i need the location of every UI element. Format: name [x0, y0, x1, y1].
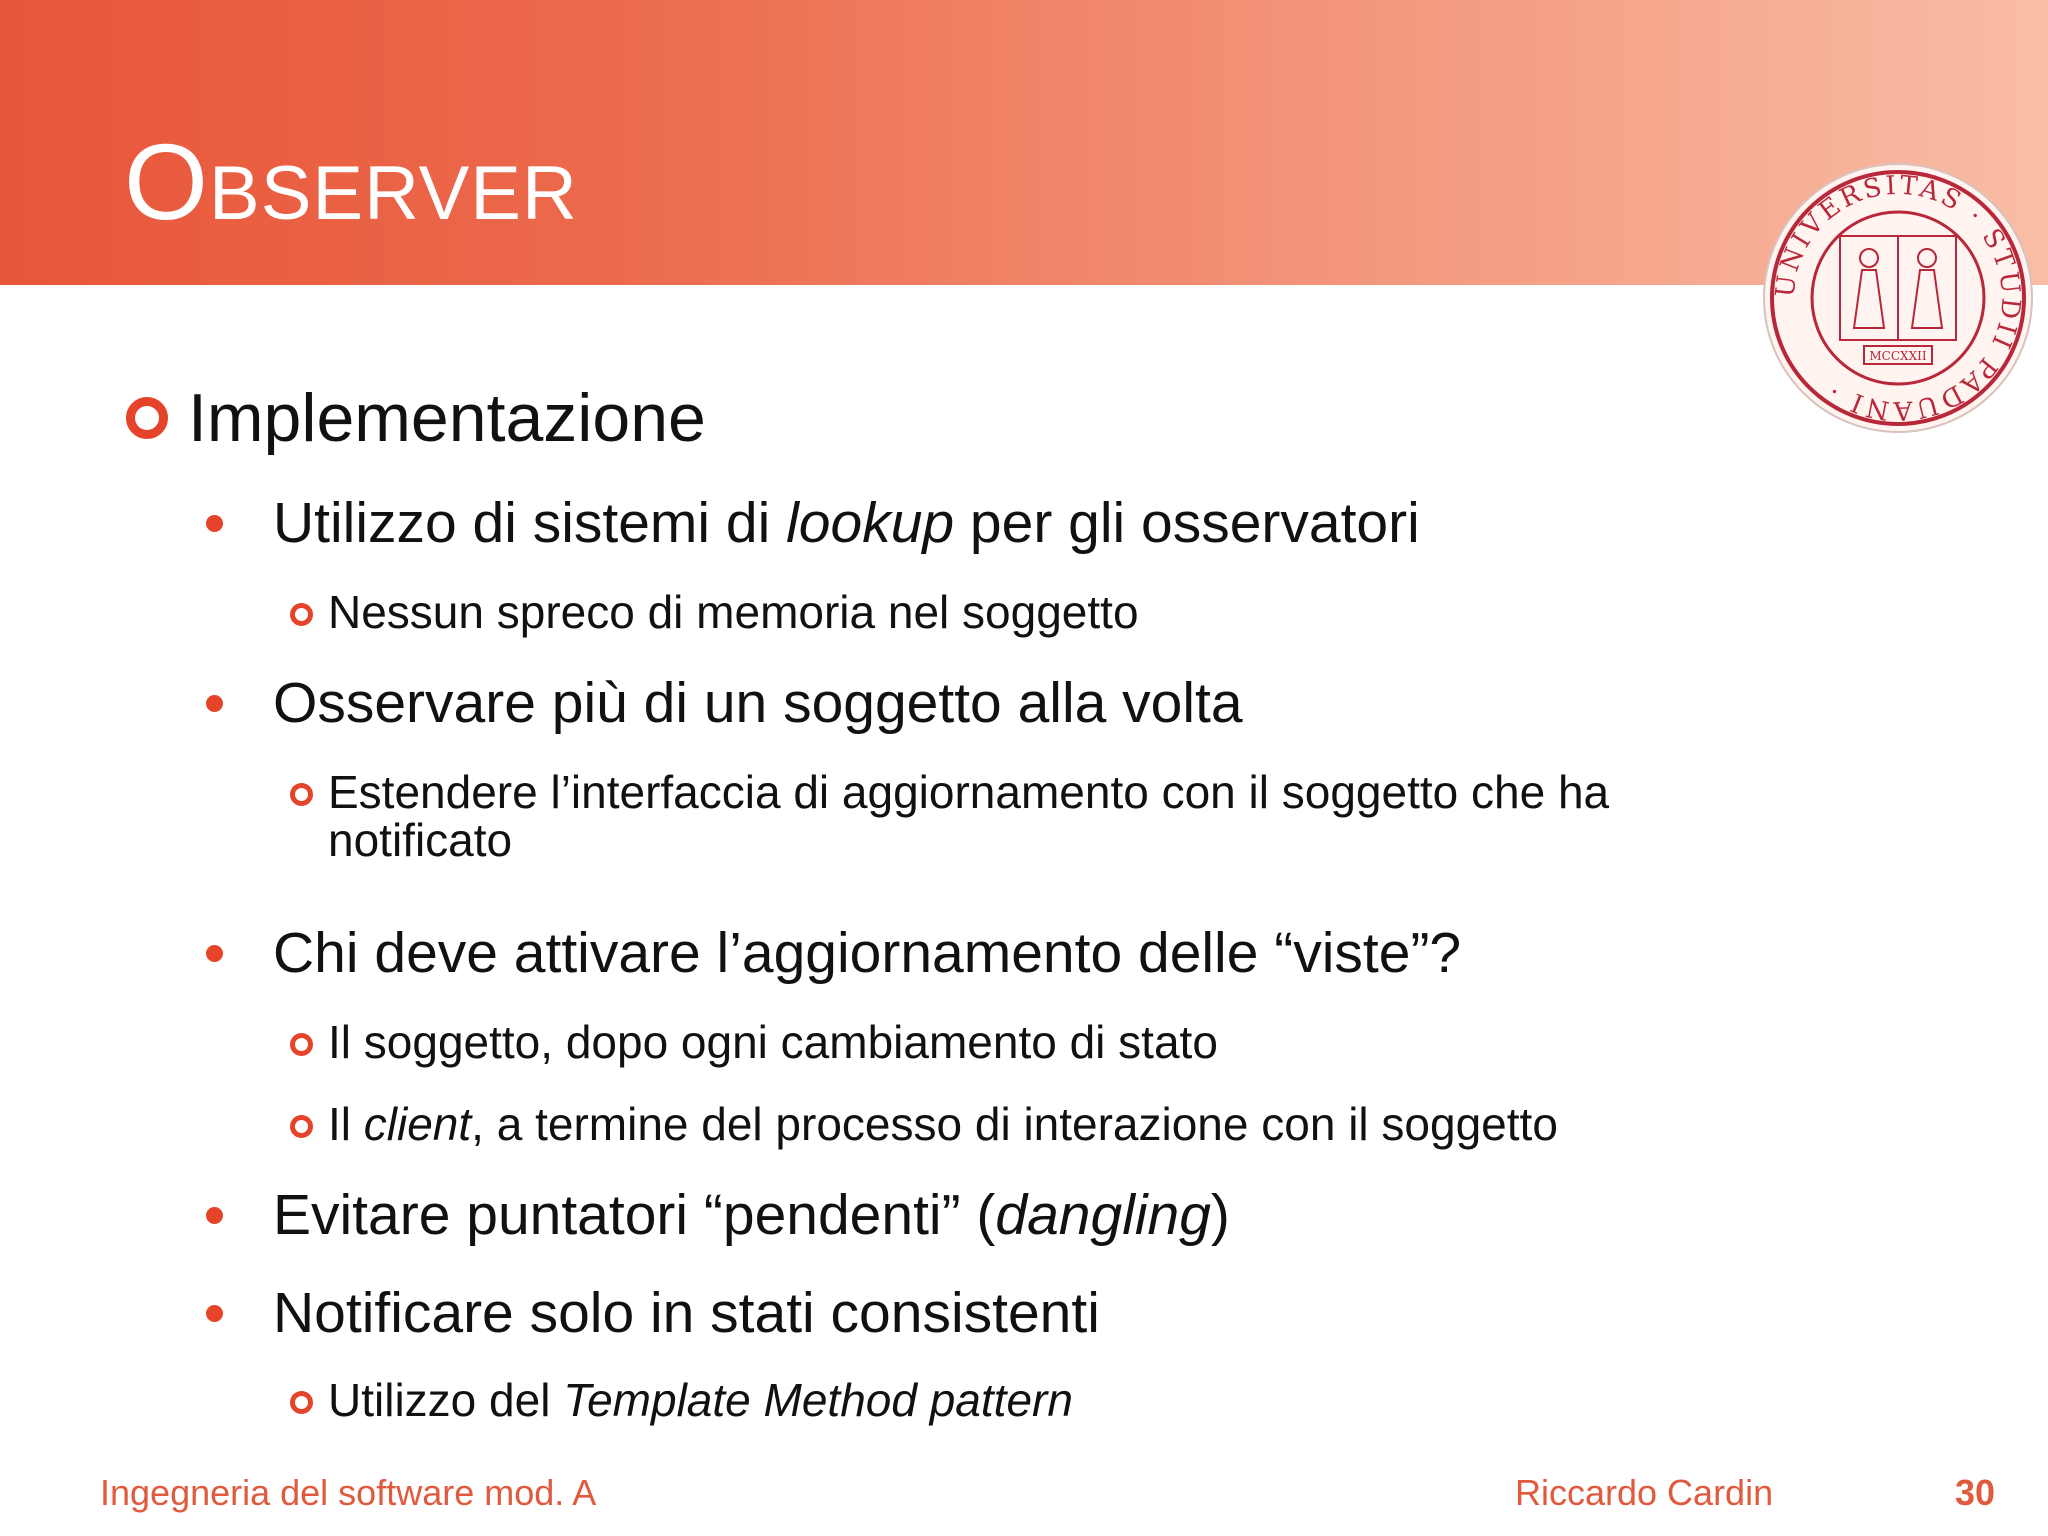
dot-bullet-icon [206, 1305, 223, 1322]
bullet-point [206, 1278, 1100, 1348]
footer-course: Ingegneria del software mod. A [100, 1472, 597, 1513]
bullet-text: Notificare solo in stati consistenti [273, 1281, 1100, 1345]
bullet-text: Evitare puntatori “pendenti” (dangling) [273, 1183, 1230, 1247]
sub-bullet-text: Nessun spreco di memoria nel soggetto [328, 586, 1139, 638]
bullet-text: Osservare più di un soggetto alla volta [273, 671, 1243, 735]
footer-author: Riccardo Cardin [1515, 1472, 1774, 1513]
ring-bullet-icon [290, 1033, 313, 1056]
sub-bullet-point [290, 1018, 1740, 1066]
bullet-point [206, 668, 1243, 738]
seal-text: UNIVERSITAS · STUDII PADUANI · [1770, 170, 2026, 426]
dot-bullet-icon [206, 695, 223, 712]
bullet-text: Chi deve attivare l’aggiornamento delle “viste”? [273, 921, 1462, 985]
dot-bullet-icon [206, 945, 223, 962]
ring-bullet-icon [126, 397, 168, 439]
sub-bullet-point [290, 1100, 1740, 1148]
sub-bullet-point [290, 588, 1740, 636]
ring-bullet-icon [290, 603, 313, 626]
ring-bullet-icon [290, 1391, 313, 1414]
sub-bullet-text: Estendere l’interfaccia di aggiornamento con il soggetto che ha notificato [328, 766, 1610, 866]
bullet-point [206, 1180, 1230, 1250]
level1-item [126, 378, 706, 458]
ring-bullet-icon [290, 783, 313, 806]
sub-bullet-point [290, 768, 1740, 864]
bullet-point [206, 488, 1420, 558]
dot-bullet-icon [206, 1207, 223, 1224]
sub-bullet-text: Il soggetto, dopo ogni cambiamento di stato [328, 1016, 1218, 1068]
dot-bullet-icon [206, 515, 223, 532]
seal-year: MCCXXII [1869, 349, 1927, 363]
bullet-point [206, 918, 1461, 988]
bullet-text: Utilizzo di sistemi di lookup per gli osservatori [273, 491, 1420, 555]
page-number: 30 [1955, 1472, 1996, 1513]
sub-bullet-text: Utilizzo del Template Method pattern [328, 1374, 1073, 1426]
sub-bullet-text: Il client, a termine del processo di interazione con il soggetto [328, 1098, 1558, 1150]
sub-bullet-point [290, 1376, 1740, 1424]
ring-bullet-icon [290, 1115, 313, 1138]
slide-title: Observer [124, 121, 578, 242]
level1-text: Implementazione [188, 380, 706, 456]
